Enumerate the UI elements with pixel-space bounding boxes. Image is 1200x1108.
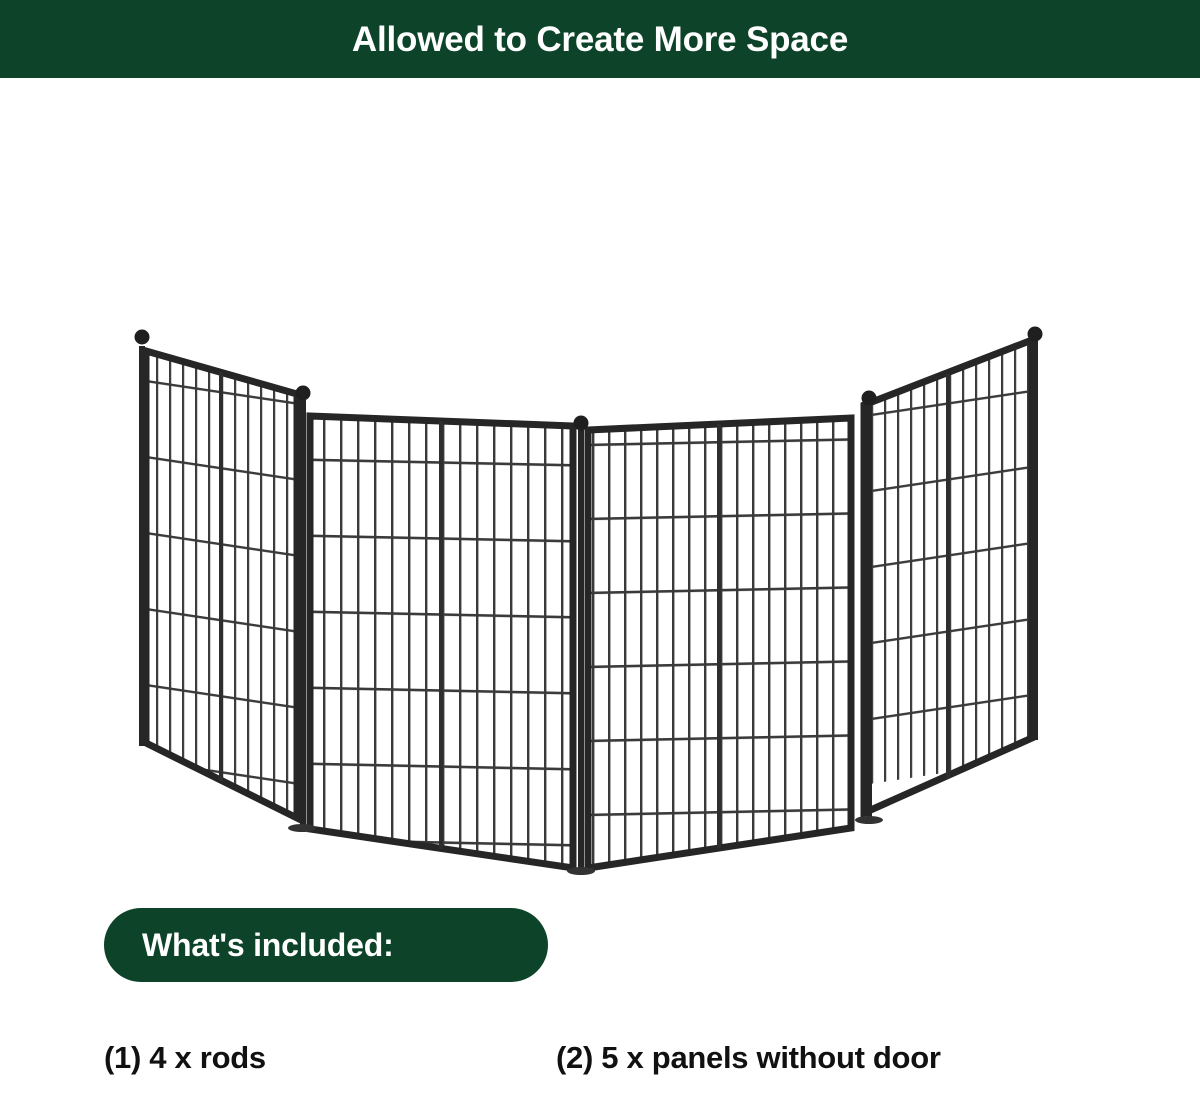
- fence-panel-3: [580, 398, 870, 884]
- fence-panel-4: [858, 258, 1043, 813]
- whats-included-badge: [104, 908, 548, 982]
- page-title: Allowed to Create More Space: [351, 19, 849, 59]
- whats-included-label: What's included:: [142, 927, 394, 963]
- product-image-area: [0, 78, 1200, 888]
- fence-panel-1: [140, 335, 310, 860]
- included-items-list: [0, 1042, 1200, 1092]
- fence-panel-2: [300, 408, 590, 888]
- included-item-2: (2) 5 x panels without door: [556, 1040, 941, 1075]
- included-item-1: (1) 4 x rods: [104, 1040, 266, 1075]
- header-banner: [0, 0, 1200, 78]
- pet-playpen-fence-illustration: [0, 78, 1200, 888]
